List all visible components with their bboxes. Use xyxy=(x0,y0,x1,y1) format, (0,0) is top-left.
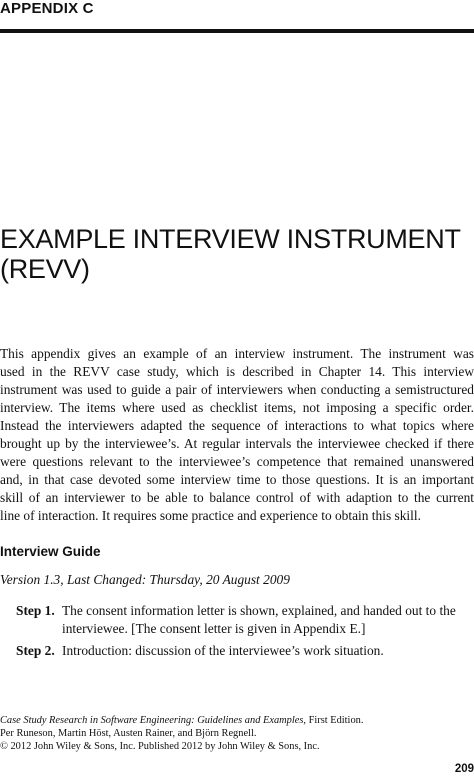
footnote-copyright: © 2012 John Wiley & Sons, Inc. Published 2012 by John Wiley & Sons, Inc. xyxy=(0,741,320,752)
copyright-footnote xyxy=(0,714,474,753)
section-heading: Interview Guide xyxy=(0,544,101,559)
footnote-citation xyxy=(0,714,474,727)
step-text: The consent information letter is shown, explained, and handed out to the interviewee. [The consent letter is given in Appendix E.] xyxy=(62,603,456,636)
intro-line: brought up by the interviewee’s. At regular intervals the interviewee checked if there xyxy=(0,436,474,451)
step-label: Step 1. xyxy=(16,603,55,618)
step-text: Introduction: discussion of the interviewee’s work situation. xyxy=(62,643,384,658)
step-item xyxy=(16,602,474,638)
intro-line: interview. The items where used as checklist items, not imposing a specific order. xyxy=(0,400,474,415)
chapter-title xyxy=(0,224,474,284)
intro-line: and, in that case devoted some interview time to those questions. It is an important xyxy=(0,472,474,487)
step-label: Step 2. xyxy=(16,643,55,658)
chapter-title-line: EXAMPLE INTERVIEW INSTRUMENT xyxy=(0,224,461,254)
intro-line: used in the REVV case study, which is described in Chapter 14. This interview xyxy=(0,364,474,379)
intro-line: skill of an interviewer to be able to balance control of with adaption to the current xyxy=(0,490,474,505)
chapter-title-line: (REVV) xyxy=(0,254,90,284)
intro-line: were questions relevant to the interviewee’s competence that remained unanswered xyxy=(0,454,474,469)
book-title: Case Study Research in Software Engineering: Guidelines and Examples xyxy=(0,715,304,726)
intro-line: Instead the interviewers adapted the sequence of interactions to what topics where xyxy=(0,418,474,433)
step-list xyxy=(16,602,474,664)
intro-line: instrument was used to guide a pair of interviewers when conducting a semistructured xyxy=(0,382,474,397)
edition-text: , First Edition. xyxy=(303,715,364,726)
appendix-label: APPENDIX C xyxy=(0,0,94,17)
step-item xyxy=(16,642,474,660)
intro-line: line of interaction. It requires some practice and experience to obtain this skill. xyxy=(0,508,421,523)
page-number: 209 xyxy=(454,763,474,775)
header-rule xyxy=(0,29,474,33)
version-line: Version 1.3, Last Changed: Thursday, 20 August 2009 xyxy=(0,572,290,587)
intro-line: This appendix gives an example of an interview instrument. The instrument was xyxy=(0,346,474,361)
intro-paragraph xyxy=(0,345,474,525)
footnote-authors: Per Runeson, Martin Höst, Austen Rainer, and Björn Regnell. xyxy=(0,728,257,739)
